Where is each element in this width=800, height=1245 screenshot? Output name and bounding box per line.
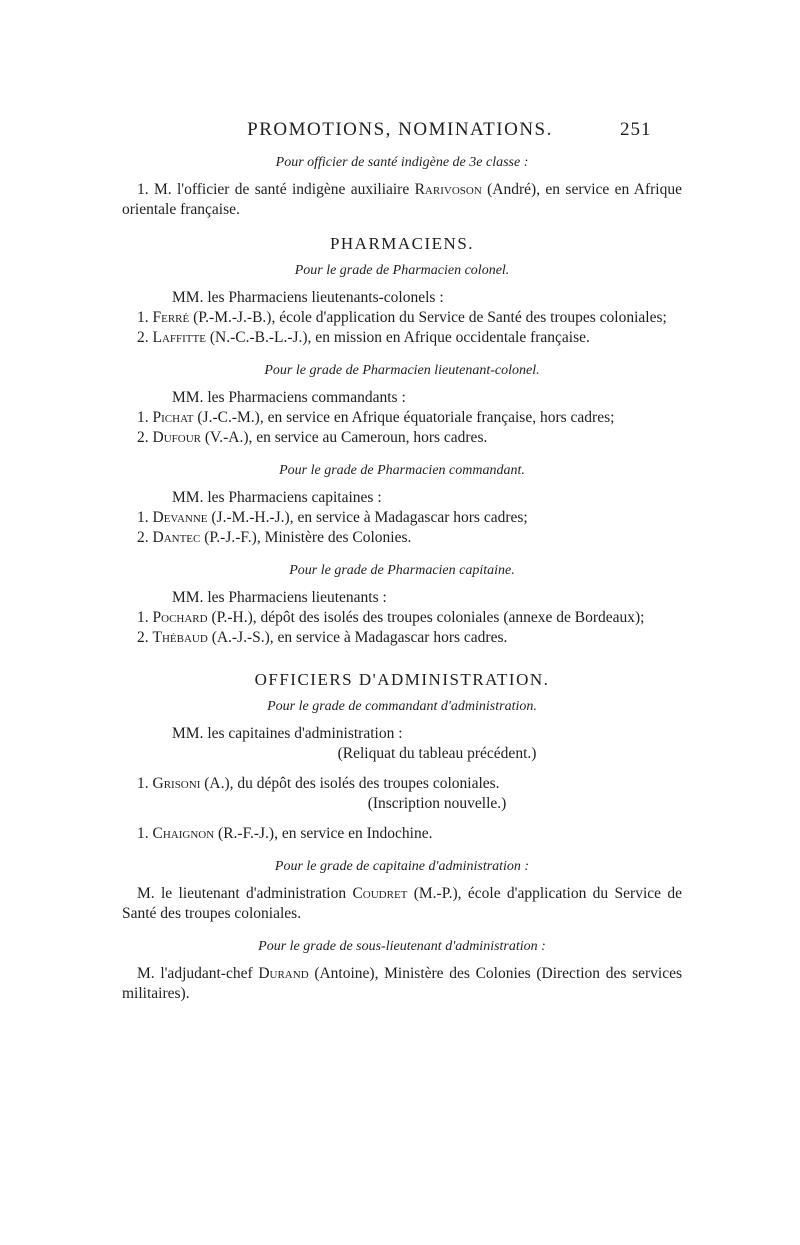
entry-surname: Rarivoson — [414, 181, 482, 198]
entry-text: 2. — [137, 429, 153, 446]
entry-grisoni — [122, 774, 682, 794]
entry-surname: Devanne — [152, 509, 208, 526]
entry-ferre — [122, 308, 682, 328]
entry-text: 2. — [137, 529, 153, 546]
entry-durand — [122, 964, 682, 1004]
entry-text: (J.-C.-M.), en service en Afrique équatoriale française, hors cadres; — [193, 409, 615, 426]
entry-text: (P.-J.-F.), Ministère des Colonies. — [200, 529, 412, 546]
entry-chaignon — [122, 824, 682, 844]
entry-text: (P.-H.), dépôt des isolés des troupes coloniales (annexe de Bordeaux); — [207, 609, 645, 626]
page-body — [122, 154, 682, 1004]
entry-surname: Chaignon — [152, 825, 215, 842]
entry-text: 1. — [137, 609, 153, 626]
subheading-pharmacien-capitaine: Pour le grade de Pharmacien capitaine. — [289, 563, 515, 578]
entry-laffitte — [122, 328, 682, 348]
entry-text: (M.-P.), école d'application du Service de Santé des troupes coloniales. — [122, 885, 682, 922]
entry-text: 1. — [137, 509, 153, 526]
entry-text: 1. — [137, 775, 153, 792]
entry-surname: Dantec — [152, 529, 201, 546]
intro-lieutenants-colonels: MM. les Pharmaciens lieutenants-colonels : — [172, 289, 444, 306]
entry-text: (A.), du dépôt des isolés des troupes coloniales. — [200, 775, 500, 792]
entry-surname: Laffitte — [152, 329, 206, 346]
running-header-title: PROMOTIONS, NOMINATIONS. — [247, 119, 553, 140]
entry-surname: Pochard — [152, 609, 208, 626]
subheading-capitaine-administration: Pour le grade de capitaine d'administration : — [274, 859, 530, 874]
subheading-sous-lieutenant-administration: Pour le grade de sous-lieutenant d'administration : — [258, 939, 546, 954]
entry-text: 1. — [137, 825, 153, 842]
entry-text: (V.-A.), en service au Cameroun, hors cadres. — [200, 429, 488, 446]
entry-dufour — [122, 428, 682, 448]
entry-text: (R.-F.-J.), en service en Indochine. — [214, 825, 433, 842]
entry-text: (P.-M.-J.-B.), école d'application du Service de Santé des troupes coloniales; — [189, 309, 667, 326]
intro-lieutenants: MM. les Pharmaciens lieutenants : — [172, 589, 387, 606]
entry-text: (André), en service en Afrique orientale française. — [122, 181, 682, 218]
entry-text: (J.-M.-H.-J.), en service à Madagascar hors cadres; — [207, 509, 528, 526]
subheading-pharmacien-commandant: Pour le grade de Pharmacien commandant. — [279, 463, 525, 478]
entry-text: (N.-C.-B.-L.-J.), en mission en Afrique occidentale française. — [205, 329, 590, 346]
entry-surname: Durand — [258, 965, 309, 982]
entry-text: 2. — [137, 329, 153, 346]
entry-coudret — [122, 884, 682, 924]
intro-capitaines: MM. les Pharmaciens capitaines : — [172, 489, 382, 506]
entry-surname: Coudret — [352, 885, 408, 902]
page-number: 251 — [620, 119, 652, 140]
subheading-officier-sante: Pour officier de santé indigène de 3e classe : — [275, 155, 529, 170]
entry-surname: Pichat — [152, 409, 194, 426]
entry-thebaud — [122, 628, 682, 648]
entry-pochard — [122, 608, 682, 628]
entry-text: 1. M. l'officier de santé indigène auxiliaire — [137, 181, 415, 198]
section-heading-pharmaciens: PHARMACIENS. — [329, 234, 475, 253]
note-inscription-nouvelle: (Inscription nouvelle.) — [367, 795, 507, 812]
subheading-pharmacien-lt-colonel: Pour le grade de Pharmacien lieutenant-colonel. — [264, 363, 540, 378]
entry-devanne — [122, 508, 682, 528]
entry-text: (Antoine), Ministère des Colonies (Direction des services militaires). — [122, 965, 682, 1002]
entry-text: 1. — [137, 409, 153, 426]
entry-text: M. le lieutenant d'administration — [137, 885, 353, 902]
entry-text: M. l'adjudant-chef — [137, 965, 259, 982]
entry-surname: Thébaud — [152, 629, 208, 646]
entry-pichat — [122, 408, 682, 428]
entry-surname: Dufour — [152, 429, 201, 446]
entry-text: 2. — [137, 629, 153, 646]
intro-capitaines-administration: MM. les capitaines d'administration : — [172, 725, 403, 742]
entry-text: 1. — [137, 309, 153, 326]
entry-surname: Grisoni — [152, 775, 201, 792]
entry-surname: Ferré — [152, 309, 190, 326]
entry-rarivoson — [122, 180, 682, 220]
intro-commandants: MM. les Pharmaciens commandants : — [172, 389, 406, 406]
subheading-pharmacien-colonel: Pour le grade de Pharmacien colonel. — [294, 263, 510, 278]
subheading-commandant-administration: Pour le grade de commandant d'administration. — [267, 699, 537, 714]
note-reliquat: (Reliquat du tableau précédent.) — [337, 745, 537, 762]
section-heading-officiers-administration: OFFICIERS D'ADMINISTRATION. — [254, 670, 550, 689]
entry-text: (A.-J.-S.), en service à Madagascar hors cadres. — [207, 629, 508, 646]
entry-dantec — [122, 528, 682, 548]
